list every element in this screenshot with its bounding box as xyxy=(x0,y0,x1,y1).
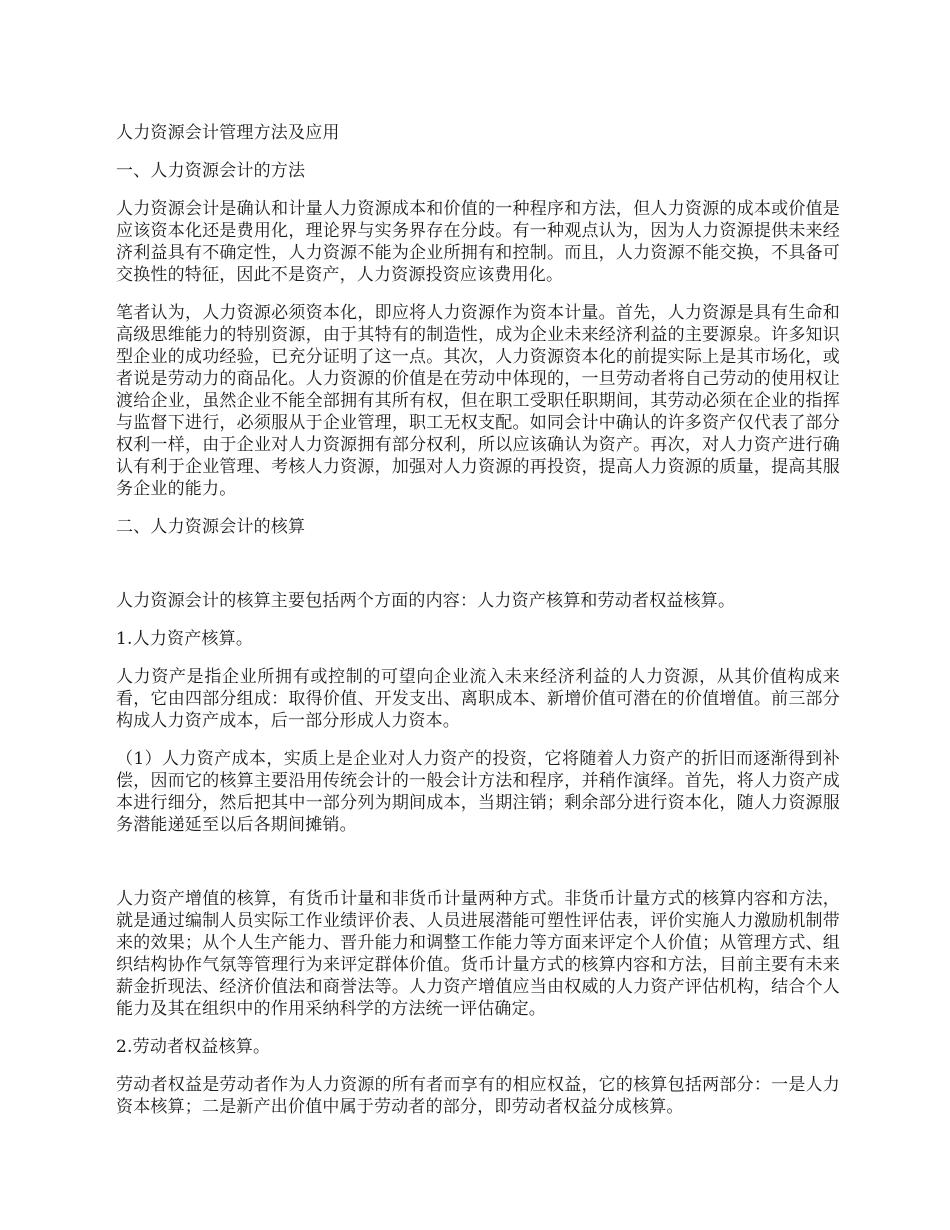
subsection-1-paragraph-3: 人力资产增值的核算，有货币计量和非货币计量两种方式。非货币计量方式的核算内容和方法，就是通过编制人员实际工作业绩评价表、人员进展潜能可塑性评估表，评价实施人力激励机制带来的效果；从个人生产能力、晋升能力和调整工作能力等方面来评定个人价值；从管理方式、组织结构协作气氛等管理行为来评定群体价值。货币计量方式的核算内容和方法，目前主要有未来薪金折现法、经济价值法和商誉法等。人力资产增值应当由权威的人力资产评估机构，结合个人能力及其在组织中的作用采纳科学的方法统一评估确定。 xyxy=(116,889,840,1019)
subsection-1-paragraph-2: （1）人力资产成本，实质上是企业对人力资产的投资，它将随着人力资产的折旧而逐渐得到补偿，因而它的核算主要沿用传统会计的一般会计方法和程序，并稍作演绎。首先，将人力资产成本进行细分，然后把其中一部分列为期间成本，当期注销；剩余部分进行资本化，随人力资源服务潜能递延至以后各期间摊销。 xyxy=(116,749,840,835)
section-1-paragraph-1: 人力资源会计是确认和计量人力资源成本和价值的一种程序和方法，但人力资源的成本或价值是应该资本化还是费用化，理论界与实务界存在分歧。有一种观点认为，因为人力资源提供未来经济利益具有不确定性，人力资源不能为企业所拥有和控制。而且，人力资源不能交换，不具备可交换性的特征，因此不是资产，人力资源投资应该费用化。 xyxy=(116,199,840,285)
section-1-heading: 一、人力资源会计的方法 xyxy=(116,161,306,181)
section-1-paragraph-2: 笔者认为，人力资源必须资本化，即应将人力资源作为资本计量。首先，人力资源是具有生命和高级思维能力的特别资源，由于其特有的制造性，成为企业未来经济利益的主要源泉。许多知识型企业的成功经验，已充分证明了这一点。其次，人力资源资本化的前提实际上是其市场化，或者说是劳动力的商品化。人力资源的价值是在劳动中体现的，一旦劳动者将自己劳动的使用权让渡给企业，虽然企业不能全部拥有其所有权，但在职工受职任职期间，其劳动必须在企业的指挥与监督下进行，必须服从于企业管理，职工无权支配。如同会计中确认的许多资产仅代表了部分权利一样，由于企业对人力资源拥有部分权利，所以应该确认为资产。再次，对人力资产进行确认有利于企业管理、考核人力资源，加强对人力资源的再投资，提高人力资源的质量，提高其服务企业的能力。 xyxy=(116,303,840,499)
subsection-2-heading: 2.劳动者权益核算。 xyxy=(116,1037,271,1057)
section-2-heading: 二、人力资源会计的核算 xyxy=(116,517,306,537)
section-2-intro: 人力资源会计的核算主要包括两个方面的内容：人力资产核算和劳动者权益核算。 xyxy=(116,591,736,611)
document-title: 人力资源会计管理方法及应用 xyxy=(116,123,340,143)
subsection-1-paragraph-1: 人力资产是指企业所拥有或控制的可望向企业流入未来经济利益的人力资源，从其价值构成来看，它由四部分组成：取得价值、开发支出、离职成本、新增价值可潜在的价值增值。前三部分构成人力资产成本，后一部分形成人力资本。 xyxy=(116,667,840,731)
subsection-1-heading: 1.人力资产核算。 xyxy=(116,629,254,649)
subsection-2-paragraph-1: 劳动者权益是劳动者作为人力资源的所有者而享有的相应权益，它的核算包括两部分：一是人力资本核算；二是新产出价值中属于劳动者的部分，即劳动者权益分成核算。 xyxy=(116,1075,840,1117)
